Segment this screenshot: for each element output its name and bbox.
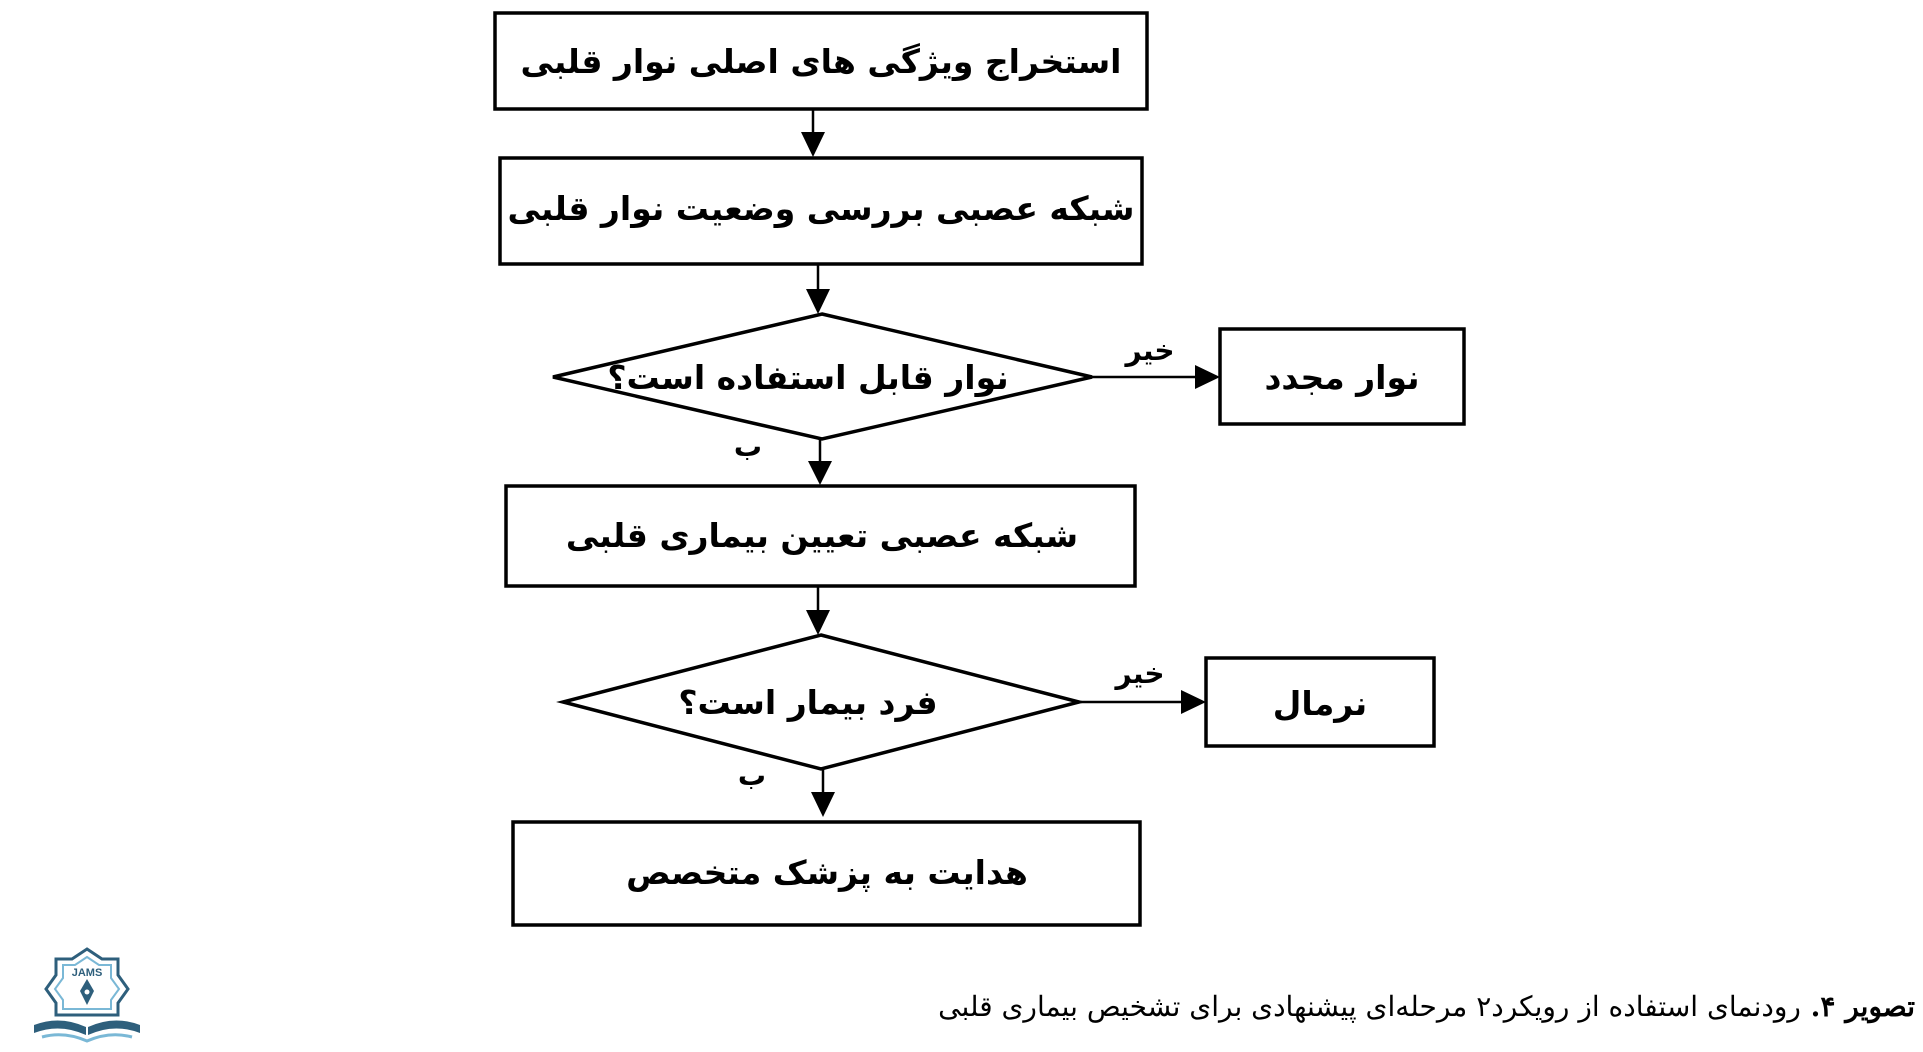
- decision-ecg-usable-label: نوار قابل استفاده است؟: [607, 358, 1009, 397]
- edge-sick-no: [1079, 657, 1206, 714]
- node-check-ecg-network: [500, 158, 1142, 264]
- figure-caption-text: رودنمای استفاده از رویکرد۲ مرحله‌ای پیشنهادی برای تشخیص بیماری قلبی: [938, 990, 1801, 1023]
- decision-ecg-usable: [553, 314, 1092, 439]
- edge-usable-no: [1092, 334, 1220, 389]
- node-repeat-ecg: [1220, 329, 1464, 424]
- figure-caption-label: تصویر ۴: [1820, 990, 1915, 1023]
- decision-is-sick: [563, 635, 1079, 769]
- node-refer-specialist-label: هدایت به پزشک متخصص: [626, 853, 1028, 892]
- logo-text: JAMS: [71, 967, 103, 979]
- edge-sick-no-label: خیر: [1115, 657, 1165, 690]
- logo-book-left: [34, 1020, 86, 1035]
- logo-book-right: [88, 1020, 140, 1035]
- figure-caption-separator: .: [1800, 990, 1821, 1023]
- edge-sick-yes-label: ب: [737, 759, 767, 792]
- edge-usable-yes-label: ب: [733, 430, 763, 463]
- edge-usable-no-label: خیر: [1125, 334, 1175, 367]
- node-disease-network: [506, 486, 1135, 586]
- node-repeat-ecg-label: نوار مجدد: [1264, 358, 1420, 397]
- node-extract-features-label: استخراج ویژگی های اصلی نوار قلبی: [520, 42, 1122, 81]
- node-disease-network-label: شبکه عصبی تعیین بیماری قلبی: [565, 516, 1079, 555]
- edge-disease-to-sick: [806, 586, 830, 635]
- journal-logo: [22, 945, 152, 1047]
- node-normal-label: نرمال: [1272, 684, 1368, 723]
- edge-extract-to-check: [801, 109, 825, 157]
- node-normal: [1206, 658, 1434, 746]
- node-refer-specialist: [513, 822, 1140, 925]
- node-extract-features: [495, 13, 1147, 109]
- node-check-ecg-network-label: شبکه عصبی بررسی وضعیت نوار قلبی: [507, 189, 1135, 228]
- decision-is-sick-label: فرد بیمار است؟: [678, 683, 938, 722]
- logo-book-base: [42, 1035, 132, 1041]
- edge-check-to-usable: [806, 264, 830, 314]
- figure-caption: [938, 990, 1915, 1024]
